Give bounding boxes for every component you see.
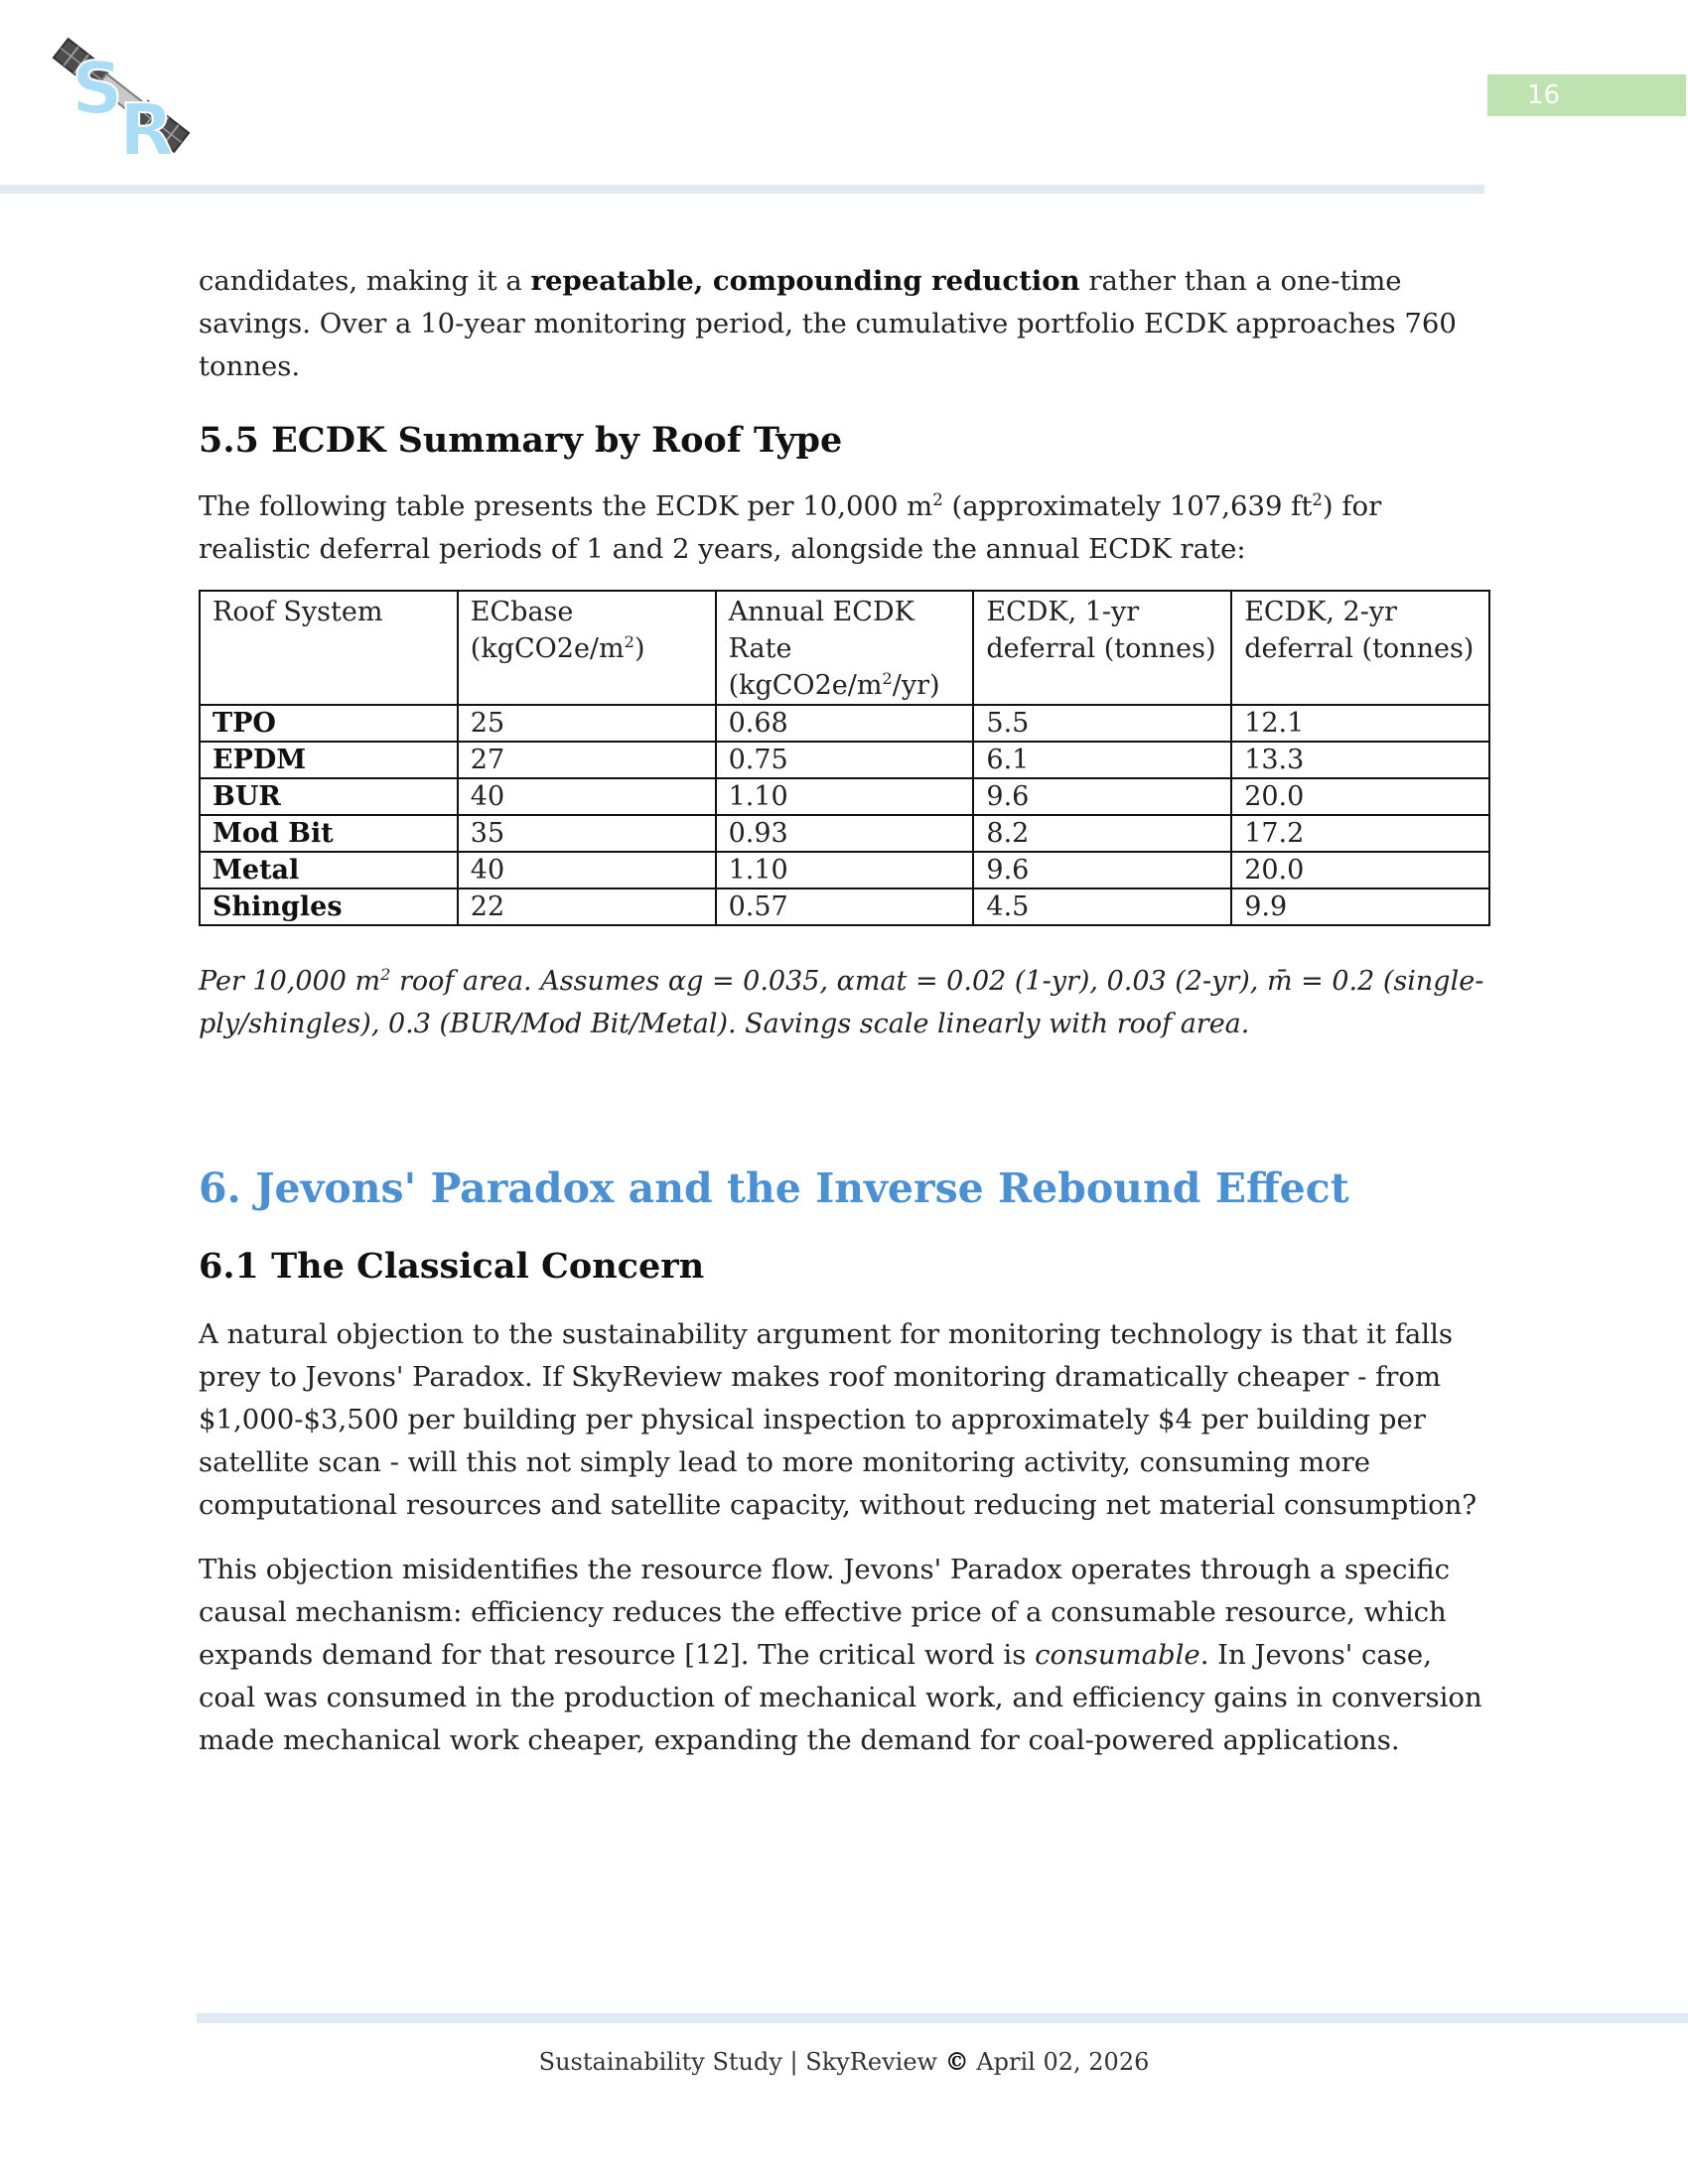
- header-ecbase: ECbase $(kgCO2e/m^2)$: [458, 591, 716, 705]
- section-heading-5-5: 5.5 ECDK Summary by Roof Type: [199, 420, 843, 461]
- cell-ecdk-2yr: 13.3: [1231, 742, 1489, 778]
- cell-ecdk-2yr: 17.2: [1231, 815, 1489, 852]
- cell-ecdk-2yr: 20.0: [1231, 778, 1489, 815]
- cell-annual-rate: 0.57: [716, 888, 974, 925]
- cell-ecdk-1yr: 8.2: [973, 815, 1231, 852]
- paragraph-classical-concern: A natural objection to the sustainability argument for monitoring technology is that it falls prey to Jevons' Paradox. If SkyReview makes roof monitoring dramatically cheaper - from $1,000-$3,500 per building per physical inspection to approximately $4 per building per satellite scan - will this not simply lead to more monitoring activity, consuming more computational resources and satellite capacity, without reducing net material consumption?: [199, 1318, 1477, 1521]
- header-annual-ecdk-rate: Annual ECDK Rate $(kgCO2e/m^2/yr)$: [716, 591, 974, 705]
- cell-roof-system: Mod Bit: [200, 815, 458, 852]
- header-roof-system: Roof System: [200, 591, 458, 705]
- table-row: [200, 705, 1489, 742]
- table-row: [200, 742, 1489, 778]
- cell-roof-system: EPDM: [200, 742, 458, 778]
- table-row: [200, 852, 1489, 888]
- cell-ecdk-1yr: 5.5: [973, 705, 1231, 742]
- cell-ecdk-2yr: 12.1: [1231, 705, 1489, 742]
- paragraph-resource-flow: This objection misidentifies the resource flow. Jevons' Paradox operates through a specific causal mechanism: efficiency reduces the effective price of a consumable resource, which expands demand for that resource [12]. The critical word is consumable. In Jevons' case, coal was consumed in the production of mechanical work, and efficiency gains in conversion made mechanical work cheaper, expanding the demand for coal-powered applications.: [199, 1554, 1482, 1756]
- cell-roof-system: BUR: [200, 778, 458, 815]
- cell-ecbase: 22: [458, 888, 716, 925]
- cell-ecbase: 27: [458, 742, 716, 778]
- cell-ecdk-1yr: 6.1: [973, 742, 1231, 778]
- cell-roof-system: Shingles: [200, 888, 458, 925]
- table-row: [200, 888, 1489, 925]
- cell-ecbase: 35: [458, 815, 716, 852]
- cell-annual-rate: 0.93: [716, 815, 974, 852]
- svg-text:R: R: [119, 88, 175, 165]
- header-rule: [0, 185, 1484, 194]
- cell-ecdk-1yr: 9.6: [973, 778, 1231, 815]
- table-footnote: Per 10,000 $m^2$ roof area. Assumes αg = 0.035, αmat = 0.02 (1-yr), 0.03 (2-yr), m̄ = 0.2 (single-ply/shingles), 0.3 (BUR/Mod Bit/Metal). Savings scale linearly with roof area.: [199, 965, 1484, 1039]
- page-content: [199, 260, 1489, 1762]
- ecdk-summary-table: [199, 590, 1490, 926]
- cell-ecbase: 40: [458, 778, 716, 815]
- satellite-sr-logo-icon: [40, 26, 204, 165]
- cell-annual-rate: 1.10: [716, 852, 974, 888]
- section-heading-6: 6. Jevons' Paradox and the Inverse Rebound Effect: [199, 1164, 1349, 1212]
- paragraph-intro: candidates, making it a repeatable, compounding reduction rather than a one-time savings. Over a 10-year monitoring period, the cumulative portfolio ECDK approaches 760 tonnes.: [199, 265, 1457, 382]
- cell-ecdk-1yr: 9.6: [973, 852, 1231, 888]
- table-row: [200, 815, 1489, 852]
- footer-rule: [197, 2013, 1688, 2023]
- table-row: [200, 778, 1489, 815]
- cell-ecbase: 40: [458, 852, 716, 888]
- header-ecdk-2yr: ECDK, 2-yr deferral (tonnes): [1231, 591, 1489, 705]
- cell-ecdk-2yr: 9.9: [1231, 888, 1489, 925]
- page-footer: Sustainability Study | SkyReview © April 02, 2026: [538, 2047, 1150, 2076]
- cell-roof-system: TPO: [200, 705, 458, 742]
- section-heading-6-1: 6.1 The Classical Concern: [199, 1246, 705, 1287]
- copyright-icon: ©: [944, 2047, 969, 2076]
- table-header-row: [200, 591, 1489, 705]
- cell-roof-system: Metal: [200, 852, 458, 888]
- cell-annual-rate: 0.68: [716, 705, 974, 742]
- cell-annual-rate: 0.75: [716, 742, 974, 778]
- cell-ecdk-1yr: 4.5: [973, 888, 1231, 925]
- cell-annual-rate: 1.10: [716, 778, 974, 815]
- cell-ecbase: 25: [458, 705, 716, 742]
- paragraph-table-intro: The following table presents the ECDK per 10,000 $m^2$ (approximately 107,639 $ft^2$) for realistic deferral periods of 1 and 2 years, alongside the annual ECDK rate:: [199, 489, 1382, 565]
- cell-ecdk-2yr: 20.0: [1231, 852, 1489, 888]
- page-number: 16: [1487, 74, 1686, 116]
- header-ecdk-1yr: ECDK, 1-yr deferral (tonnes): [973, 591, 1231, 705]
- svg-text:S: S: [71, 47, 123, 130]
